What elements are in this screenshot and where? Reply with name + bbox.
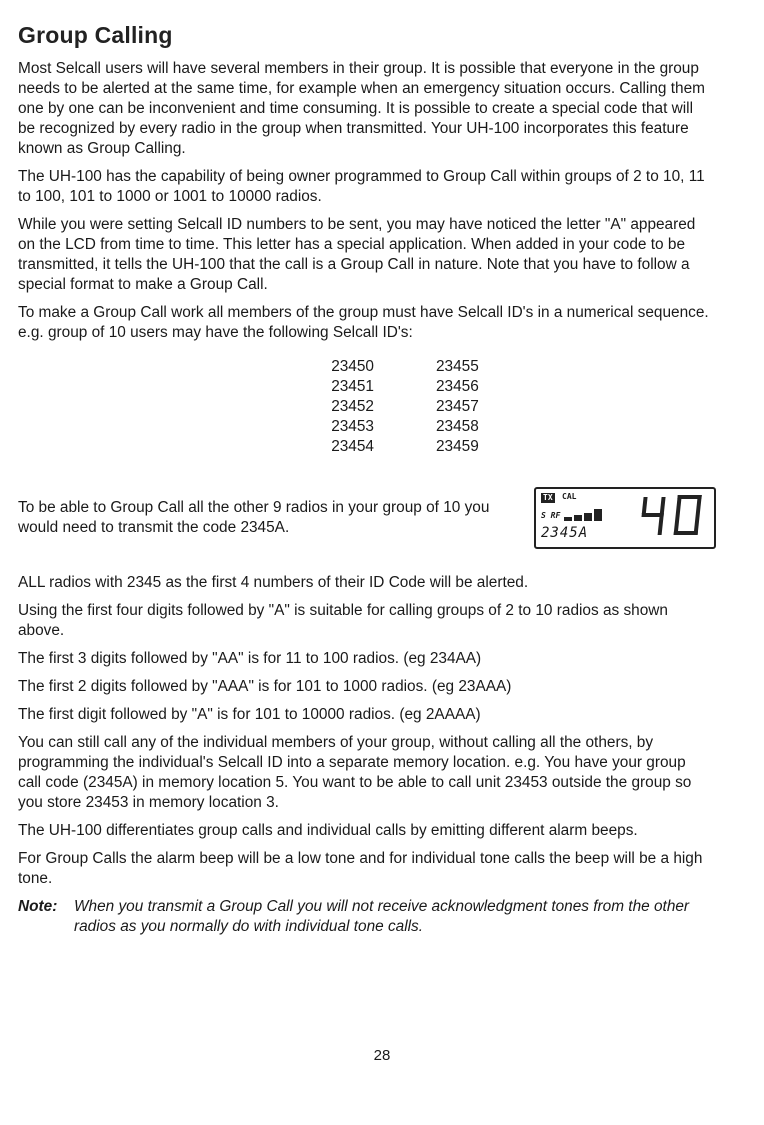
selcall-id-column-left	[331, 357, 374, 457]
paragraph-one-digit: The first digit followed by "A" is for 101 to 10000 radios. (eg 2AAAA)	[18, 706, 481, 723]
lcd-channel-text: 40	[636, 493, 638, 494]
signal-strength-icon	[564, 507, 614, 523]
paragraph-sequence: To make a Group Call work all members of the group must have Selcall ID's in a numerical sequence. e.g. group of 10 users may have the following Selcall ID's:	[18, 304, 709, 341]
lcd-srf-label: S RF	[541, 511, 561, 520]
note-text: When you transmit a Group Call you will not receive acknowledgment tones from the other radios as you normally do with individual tone calls.	[74, 898, 690, 935]
lcd-channel-digits	[636, 493, 708, 539]
paragraph-three-digits: The first 3 digits followed by "AA" is for 11 to 100 radios. (eg 234AA)	[18, 650, 482, 667]
selcall-id-list	[98, 357, 712, 457]
selcall-id: 23454	[331, 438, 374, 455]
selcall-id: 23450	[331, 358, 374, 375]
paragraph-letter-a: While you were setting Selcall ID numbers to be sent, you may have noticed the letter "A" appeared on the LCD from time to time. This letter has a special application. When added in your code to be transmitted, it tells the UH-100 that the call is a Group Call in nature. Note that you have to follow a special format to make a Group Call.	[18, 216, 696, 293]
note-block	[18, 897, 712, 937]
selcall-id: 23456	[436, 378, 479, 395]
paragraph-two-digits: The first 2 digits followed by "AAA" is for 101 to 1000 radios. (eg 23AAA)	[18, 678, 512, 695]
paragraph-four-digits: Using the first four digits followed by "A" is suitable for calling groups of 2 to 10 radios as shown above.	[18, 602, 668, 639]
paragraph-all-alerted: ALL radios with 2345 as the first 4 numbers of their ID Code will be alerted.	[18, 574, 529, 591]
manual-page	[18, 22, 712, 937]
lcd-code-readout: 2345A	[541, 525, 589, 541]
paragraph-alarm-beeps: The UH-100 differentiates group calls and individual calls by emitting different alarm beeps.	[18, 822, 638, 839]
selcall-id: 23459	[436, 438, 479, 455]
lcd-display-illustration	[534, 487, 716, 549]
page-number: 28	[373, 1047, 391, 1064]
paragraph-individual-calls: You can still call any of the individual members of your group, without calling all the others, by programming the individual's Selcall ID into a separate memory location. e.g. You have your group call code (2345A) in memory location 5. You want to be able to call unit 23453 outside the group so you store 23453 in memory location 3.	[18, 734, 692, 811]
group-call-example	[18, 487, 712, 549]
lcd-cal-indicator: CAL	[562, 492, 577, 501]
selcall-id: 23451	[331, 378, 374, 395]
selcall-id: 23453	[331, 418, 374, 435]
paragraph-intro: Most Selcall users will have several members in their group. It is possible that everyone in the group needs to be alerted at the same time, for example when an emergency situation occurs. Calling them one by one can be inconvenient and time consuming. It is possible to create a special code that will be recognized by every radio in the group when transmitted. Your UH-100 incorporates this feature known as Group Calling.	[18, 60, 705, 157]
paragraph-capability: The UH-100 has the capability of being owner programmed to Group Call within groups of 2 to 10, 11 to 100, 101 to 1000 or 1001 to 10000 radios.	[18, 168, 705, 205]
page-title: Group Calling	[18, 22, 173, 48]
lcd-tx-indicator: TX	[543, 493, 553, 502]
note-label: Note:	[18, 898, 58, 915]
selcall-id: 23455	[436, 358, 479, 375]
paragraph-group-code: To be able to Group Call all the other 9 radios in your group of 10 you would need to transmit the code 2345A.	[18, 499, 490, 536]
selcall-id: 23457	[436, 398, 479, 415]
selcall-id-column-right	[436, 357, 479, 457]
paragraph-beep-tones: For Group Calls the alarm beep will be a low tone and for individual tone calls the beep will be a high tone.	[18, 850, 703, 887]
selcall-id: 23452	[331, 398, 374, 415]
selcall-id: 23458	[436, 418, 479, 435]
